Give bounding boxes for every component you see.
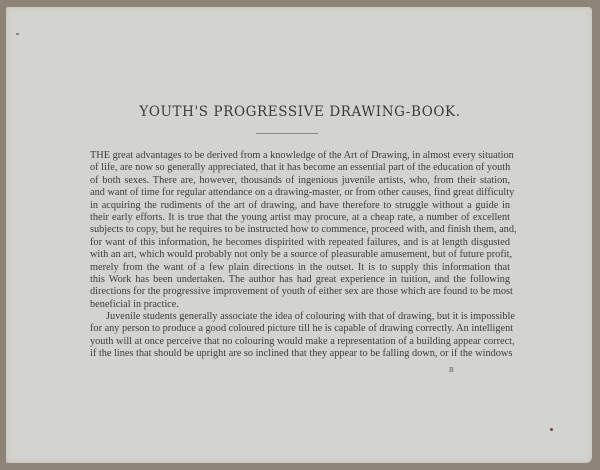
text-line: this Work has been undertaken. The author has had great experience in tuition, and the following bbox=[90, 273, 510, 285]
text-line: of both sexes. There are, however, thousands of ingenious juvenile artists, who, from their station, bbox=[90, 174, 510, 186]
paragraph-1 bbox=[90, 150, 517, 311]
page-title: YOUTH'S PROGRESSIVE DRAWING-BOOK. bbox=[139, 104, 461, 120]
text-line: their early efforts. It is true that the young artist may procure, at a cheap rate, a number of excellent bbox=[90, 211, 510, 223]
text-line: youth will at once perceive that no colouring would make a representation of a building appear correct, bbox=[90, 335, 515, 347]
ink-speck bbox=[550, 428, 553, 431]
text-line: THE great advantages to be derived from a knowledge of the Art of Drawing, in almost every situation bbox=[90, 150, 514, 161]
text-line: if the lines that should be upright are so inclined that they appear to be falling down, or if the windows bbox=[90, 348, 513, 360]
text-line: in acquiring the rudiments of the art of drawing, and have therefore to struggle without a guide in bbox=[90, 199, 510, 211]
text-line: for want of this information, he becomes dispirited with repeated failures, and is at length disgusted bbox=[90, 236, 510, 248]
text-line: directions for the progressive improvement of youth of either sex are those which are found to be most bbox=[90, 286, 513, 298]
text-line: Juvenile students generally associate the idea of colouring with that of drawing, but it is impossible bbox=[106, 311, 515, 323]
text-line: for any person to produce a good coloured picture till he is capable of drawing correctly. An intelligent bbox=[90, 323, 514, 335]
paragraph-2 bbox=[90, 311, 515, 361]
text-line: of life, are now so generally appreciated, that it has become an essential part of the education of youth bbox=[90, 162, 511, 174]
ink-speck bbox=[16, 33, 19, 35]
signature-mark: B bbox=[449, 366, 454, 374]
title-divider bbox=[256, 133, 318, 134]
body-text bbox=[90, 150, 517, 361]
text-line: subjects to copy, but he requires to be instructed how to commence, proceed with, and finish them, and, bbox=[90, 224, 517, 236]
text-line: beneficial in practice. bbox=[90, 298, 179, 310]
text-line: with an art, which would probably not only be a source of pleasurable amusement, but of future profit, bbox=[90, 249, 513, 261]
text-line: merely from the want of a few plain directions in the outset. It is to supply this information that bbox=[90, 261, 510, 273]
text-line: and want of time for regular attendance on a drawing-master, or from other causes, find great difficulty bbox=[90, 187, 515, 199]
